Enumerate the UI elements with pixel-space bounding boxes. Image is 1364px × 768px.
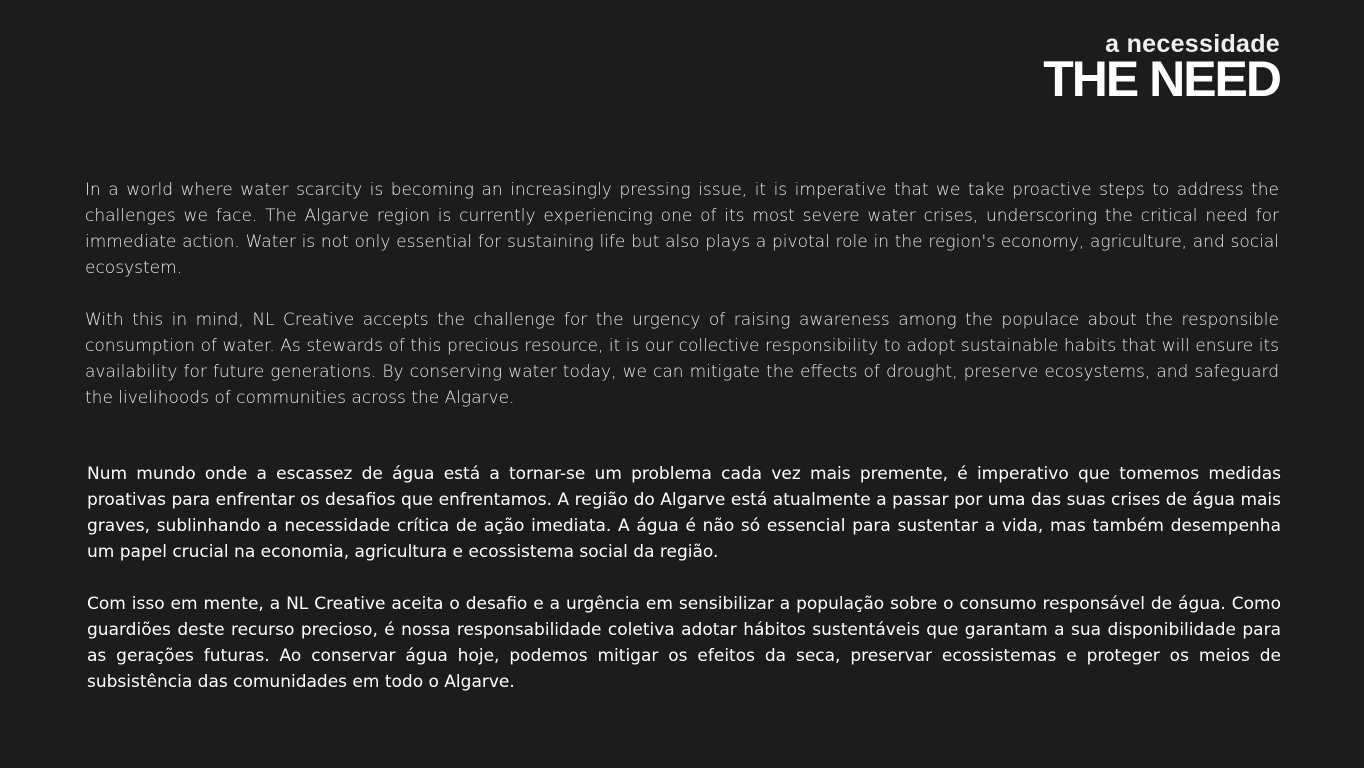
english-text-block [85,177,1279,411]
page-heading [1043,30,1280,107]
heading-subtitle: a necessidade [1105,30,1280,58]
heading-title: THE NEED [1043,51,1280,107]
portuguese-text-block [87,461,1281,695]
portuguese-paragraph-2: Com isso em mente, a NL Creative aceita o desafio e a urgência em sensibilizar a população sobre o consumo responsável de água. Como guardiões deste recurso precioso, é nossa responsabilidade coletiva adotar hábitos sustentáveis que garantam a sua disponibilidade para as gerações futuras. Ao conservar água hoje, podemos mitigar os efeitos da seca, preservar ecossistemas e proteger os meios de subsistência das comunidades em todo o Algarve. [87,594,1281,692]
english-paragraph-1: In a world where water scarcity is becoming an increasingly pressing issue, it is imperative that we take proactive steps to address the challenges we face. The Algarve region is currently experiencing one of its most severe water crises, underscoring the critical need for immediate action. Water is not only essential for sustaining life but also plays a pivotal role in the region's economy, agriculture, and social ecosystem. [85,180,1279,278]
english-paragraph-2: With this in mind, NL Creative accepts the challenge for the urgency of raising awareness among the populace about the responsible consumption of water. As stewards of this precious resource, it is our collective responsibility to adopt sustainable habits that will ensure its availability for future generations. By conserving water today, we can mitigate the effects of drought, preserve ecosystems, and safeguard the livelihoods of communities across the Algarve. [85,310,1279,408]
portuguese-paragraph-1: Num mundo onde a escassez de água está a tornar-se um problema cada vez mais premente, é imperativo que tomemos medidas proativas para enfrentar os desafios que enfrentamos. A região do Algarve está atualmente a passar por uma das suas crises de água mais graves, sublinhando a necessidade crítica de ação imediata. A água é não só essencial para sustentar a vida, mas também desempenha um papel crucial na economia, agricultura e ecossistema social da região. [87,464,1281,562]
